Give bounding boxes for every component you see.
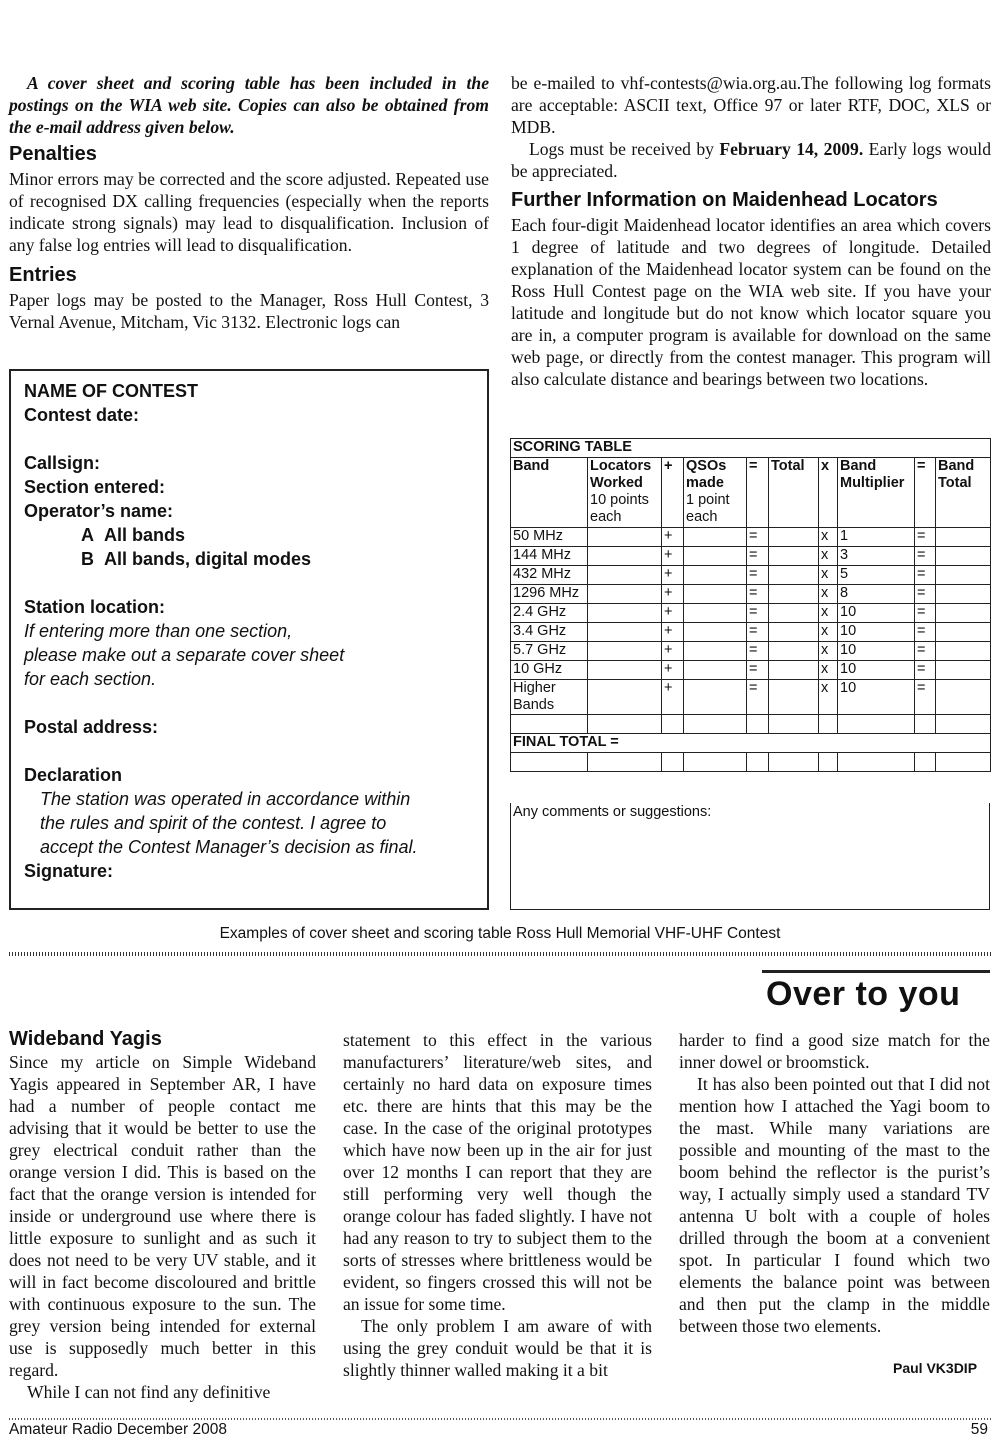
article-col2-para2: The only problem I am aware of with using the grey conduit would be that it is slightly thinner walled making it a bit bbox=[343, 1316, 652, 1380]
locators-cell bbox=[588, 566, 662, 585]
equals-cell: = bbox=[747, 642, 769, 661]
band-cell: 2.4 GHz bbox=[511, 604, 588, 623]
band-total-cell bbox=[936, 642, 991, 661]
final-total-row bbox=[511, 734, 991, 753]
times-cell: x bbox=[819, 604, 838, 623]
locators-cell bbox=[588, 642, 662, 661]
equals2-cell: = bbox=[915, 585, 936, 604]
penalties-heading: Penalties bbox=[9, 143, 97, 165]
scoring-row bbox=[511, 642, 991, 661]
col-band: Band bbox=[511, 458, 588, 528]
multiplier-cell: 8 bbox=[838, 585, 915, 604]
footer-rule bbox=[9, 1418, 991, 1420]
top-left-column bbox=[9, 72, 489, 333]
qsos-cell bbox=[684, 528, 747, 547]
locators-cell bbox=[588, 680, 662, 715]
band-total-cell bbox=[936, 604, 991, 623]
equals-cell: = bbox=[747, 585, 769, 604]
contest-name-label: NAME OF CONTEST bbox=[24, 381, 198, 401]
article-column-2 bbox=[343, 1029, 652, 1381]
band-cell: 1296 MHz bbox=[511, 585, 588, 604]
section-divider bbox=[9, 952, 991, 956]
scoring-row bbox=[511, 566, 991, 585]
band-cell: 3.4 GHz bbox=[511, 623, 588, 642]
total-cell bbox=[769, 623, 819, 642]
col-plus: + bbox=[662, 458, 684, 528]
equals2-cell: = bbox=[915, 661, 936, 680]
times-cell: x bbox=[819, 585, 838, 604]
col-locators bbox=[588, 458, 662, 528]
band-cell: 144 MHz bbox=[511, 547, 588, 566]
comments-box bbox=[510, 803, 990, 910]
col-band-total: Band Total bbox=[936, 458, 991, 528]
qsos-cell bbox=[684, 623, 747, 642]
final-total-label: FINAL TOTAL = bbox=[511, 734, 991, 753]
times-cell: x bbox=[819, 528, 838, 547]
locators-cell bbox=[588, 528, 662, 547]
plus-cell: + bbox=[662, 604, 684, 623]
title-rule bbox=[762, 970, 990, 973]
declaration-line-2: the rules and spirit of the contest. I agree to bbox=[40, 813, 387, 833]
comments-label: Any comments or suggestions: bbox=[513, 804, 712, 820]
email-formats-text: be e-mailed to vhf-contests@wia.org.au.The following log formats are acceptable: ASCII text, Office 97 or later RTF, DOC, XLS or MDB. bbox=[511, 73, 991, 137]
locators-cell bbox=[588, 604, 662, 623]
total-cell bbox=[769, 566, 819, 585]
equals-cell: = bbox=[747, 547, 769, 566]
scoring-row bbox=[511, 604, 991, 623]
band-cell: 50 MHz bbox=[511, 528, 588, 547]
total-cell bbox=[769, 680, 819, 715]
deadline-post: Early logs would be appreciated. bbox=[511, 139, 991, 181]
postal-label: Postal address: bbox=[24, 717, 159, 737]
equals2-cell: = bbox=[915, 566, 936, 585]
plus-cell: + bbox=[662, 623, 684, 642]
scoring-title: SCORING TABLE bbox=[511, 439, 991, 458]
band-total-cell bbox=[936, 680, 991, 715]
equals2-cell: = bbox=[915, 528, 936, 547]
col-x: x bbox=[819, 458, 838, 528]
plus-cell: + bbox=[662, 547, 684, 566]
top-right-column bbox=[511, 72, 991, 390]
article-heading: Wideband Yagis bbox=[9, 1028, 162, 1050]
qsos-cell bbox=[684, 585, 747, 604]
qsos-cell bbox=[684, 642, 747, 661]
band-cell: 10 GHz bbox=[511, 661, 588, 680]
section-note-2: please make out a separate cover sheet bbox=[24, 645, 345, 665]
col-locators-note: 10 points each bbox=[590, 492, 649, 525]
scoring-row bbox=[511, 680, 991, 715]
equals-cell: = bbox=[747, 604, 769, 623]
col-eq2: = bbox=[915, 458, 936, 528]
option-b-label: All bands, digital modes bbox=[104, 549, 312, 569]
deadline-text bbox=[511, 138, 991, 182]
declaration-line-3: accept the Contest Manager’s decision as final. bbox=[40, 837, 418, 857]
final-total-blank-row bbox=[511, 753, 991, 772]
col-qsos bbox=[684, 458, 747, 528]
band-total-cell bbox=[936, 623, 991, 642]
qsos-cell bbox=[684, 566, 747, 585]
col-eq: = bbox=[747, 458, 769, 528]
equals-cell: = bbox=[747, 680, 769, 715]
declaration-line-1: The station was operated in accordance within bbox=[40, 789, 411, 809]
total-cell bbox=[769, 528, 819, 547]
section-note-1: If entering more than one section, bbox=[24, 621, 293, 641]
multiplier-cell: 5 bbox=[838, 566, 915, 585]
total-cell bbox=[769, 642, 819, 661]
penalties-text: Minor errors may be corrected and the score adjusted. Repeated use of recognised DX calling frequencies (especially when the reports indicate strong signals) may lead to disqualification. Inclusion of any false log entries will lead to disqualification. bbox=[9, 169, 489, 255]
locators-cell bbox=[588, 623, 662, 642]
col-total: Total bbox=[769, 458, 819, 528]
scoring-header-row bbox=[511, 458, 991, 528]
operator-label: Operator’s name: bbox=[24, 501, 174, 521]
qsos-cell bbox=[684, 661, 747, 680]
times-cell: x bbox=[819, 642, 838, 661]
contest-date-label: Contest date: bbox=[24, 405, 140, 425]
band-cell: 5.7 GHz bbox=[511, 642, 588, 661]
equals2-cell: = bbox=[915, 623, 936, 642]
plus-cell: + bbox=[662, 661, 684, 680]
page-number: 59 bbox=[970, 1421, 988, 1438]
times-cell: x bbox=[819, 566, 838, 585]
locators-cell bbox=[588, 661, 662, 680]
col-qsos-note: 1 point each bbox=[686, 492, 730, 525]
locator-heading: Further Information on Maidenhead Locators bbox=[511, 189, 938, 211]
multiplier-cell: 3 bbox=[838, 547, 915, 566]
plus-cell: + bbox=[662, 642, 684, 661]
times-cell: x bbox=[819, 680, 838, 715]
article-column-1 bbox=[9, 1027, 316, 1403]
article-column-3 bbox=[679, 1029, 990, 1337]
band-cell: Higher Bands bbox=[511, 680, 588, 715]
section-title: Over to you bbox=[766, 975, 961, 1013]
locator-text: Each four-digit Maidenhead locator identifies an area which covers 1 degree of latitude and two degrees of longitude. Detailed explanation of the Maidenhead locator system can be found on the Ross Hull Contest page on the WIA web site. If you have your latitude and longitude but do not know which locator square you are in, a computer program is available for download on the same web page, or directly from the contest manager. This program will also calculate distance and bearings between two locations. bbox=[511, 215, 991, 389]
multiplier-cell: 10 bbox=[838, 623, 915, 642]
location-label: Station location: bbox=[24, 597, 165, 617]
option-a bbox=[81, 523, 185, 547]
multiplier-cell: 1 bbox=[838, 528, 915, 547]
equals2-cell: = bbox=[915, 604, 936, 623]
scoring-table bbox=[510, 438, 991, 772]
times-cell: x bbox=[819, 661, 838, 680]
article-col3-para2: It has also been pointed out that I did not mention how I attached the Yagi boom to the mast. While many variations are possible and mounting of the mast to the boom behind the reflector is the purist’s way, I actually simply used a standard TV antenna U bolt with a couple of holes drilled through the boom at a convenient spot. In particular I found which two elements the balance point was between and then put the clamp in the middle between those two elements. bbox=[679, 1074, 990, 1336]
band-total-cell bbox=[936, 661, 991, 680]
col-qsos-label: QSOs made bbox=[686, 458, 727, 491]
qsos-cell bbox=[684, 680, 747, 715]
band-total-cell bbox=[936, 547, 991, 566]
qsos-cell bbox=[684, 547, 747, 566]
multiplier-cell: 10 bbox=[838, 604, 915, 623]
scoring-row bbox=[511, 585, 991, 604]
equals-cell: = bbox=[747, 566, 769, 585]
qsos-cell bbox=[684, 604, 747, 623]
article-col1-para2: While I can not find any definitive bbox=[27, 1382, 271, 1402]
band-total-cell bbox=[936, 566, 991, 585]
article-col1-para1: Since my article on Simple Wideband Yagis appeared in September AR, I have had a number of people contact me advising that it would be better to use the grey electrical conduit rather than the orange version I did. This is based on the fact that the orange version is intended for inside or underground use where there is little exposure to sunlight and as such it does not need to be very UV stable, and it will in fact become discoloured and brittle with continuous exposure to the sun. The grey version being intended for external use is supposedly much better in this regard. bbox=[9, 1052, 316, 1380]
scoring-rows bbox=[511, 528, 991, 715]
col-locators-label: Locators Worked bbox=[590, 458, 652, 491]
signature-label: Signature: bbox=[24, 861, 114, 881]
section-label: Section entered: bbox=[24, 477, 166, 497]
band-cell: 432 MHz bbox=[511, 566, 588, 585]
equals2-cell: = bbox=[915, 547, 936, 566]
entries-heading: Entries bbox=[9, 264, 77, 286]
article-author: Paul VK3DIP bbox=[893, 1360, 978, 1376]
figure-caption: Examples of cover sheet and scoring table Ross Hull Memorial VHF-UHF Contest bbox=[219, 925, 781, 942]
blank-row bbox=[511, 715, 991, 734]
scoring-title-row bbox=[511, 439, 991, 458]
option-a-letter: A bbox=[81, 525, 94, 545]
deadline-date: February 14, 2009. bbox=[719, 139, 864, 159]
scoring-row bbox=[511, 547, 991, 566]
article-col3-para1: harder to find a good size match for the inner dowel or broomstick. bbox=[679, 1030, 990, 1072]
band-total-cell bbox=[936, 528, 991, 547]
callsign-label: Callsign: bbox=[24, 453, 101, 473]
scoring-row bbox=[511, 528, 991, 547]
intro-note: A cover sheet and scoring table has been included in the postings on the WIA web site. Copies can also be obtained from the e-mail address given below. bbox=[9, 73, 489, 137]
multiplier-cell: 10 bbox=[838, 680, 915, 715]
entries-text: Paper logs may be posted to the Manager, Ross Hull Contest, 3 Vernal Avenue, Mitcham, Vic 3132. Electronic logs can bbox=[9, 290, 489, 332]
plus-cell: + bbox=[662, 585, 684, 604]
total-cell bbox=[769, 604, 819, 623]
cover-sheet bbox=[9, 369, 489, 910]
option-b bbox=[81, 547, 311, 571]
scoring-row bbox=[511, 661, 991, 680]
band-total-cell bbox=[936, 585, 991, 604]
option-a-label: All bands bbox=[104, 525, 186, 545]
multiplier-cell: 10 bbox=[838, 661, 915, 680]
total-cell bbox=[769, 585, 819, 604]
col-multiplier: Band Multiplier bbox=[838, 458, 915, 528]
multiplier-cell: 10 bbox=[838, 642, 915, 661]
locators-cell bbox=[588, 585, 662, 604]
scoring-row bbox=[511, 623, 991, 642]
equals-cell: = bbox=[747, 661, 769, 680]
equals-cell: = bbox=[747, 528, 769, 547]
times-cell: x bbox=[819, 547, 838, 566]
plus-cell: + bbox=[662, 566, 684, 585]
deadline-pre: Logs must be received by bbox=[529, 139, 720, 159]
plus-cell: + bbox=[662, 680, 684, 715]
section-note-3: for each section. bbox=[24, 669, 157, 689]
option-b-letter: B bbox=[81, 549, 94, 569]
total-cell bbox=[769, 661, 819, 680]
total-cell bbox=[769, 547, 819, 566]
equals2-cell: = bbox=[915, 642, 936, 661]
times-cell: x bbox=[819, 623, 838, 642]
declaration-heading: Declaration bbox=[24, 765, 123, 785]
equals-cell: = bbox=[747, 623, 769, 642]
equals2-cell: = bbox=[915, 680, 936, 715]
footer-publication: Amateur Radio December 2008 bbox=[9, 1421, 227, 1438]
plus-cell: + bbox=[662, 528, 684, 547]
locators-cell bbox=[588, 547, 662, 566]
article-col2-para1: statement to this effect in the various manufacturers’ literature/web sites, and certainly no hard data on exposure times etc. there are hints that this may be the case. In the case of the original prototypes which have now been up in the air for just over 12 months I can report that they are still performing very well though the orange colour has faded slightly. I have not had any reason to try to subject them to the sorts of stresses where brittleness would be evident, so fingers crossed this will not be an issue for some time. bbox=[343, 1030, 652, 1314]
